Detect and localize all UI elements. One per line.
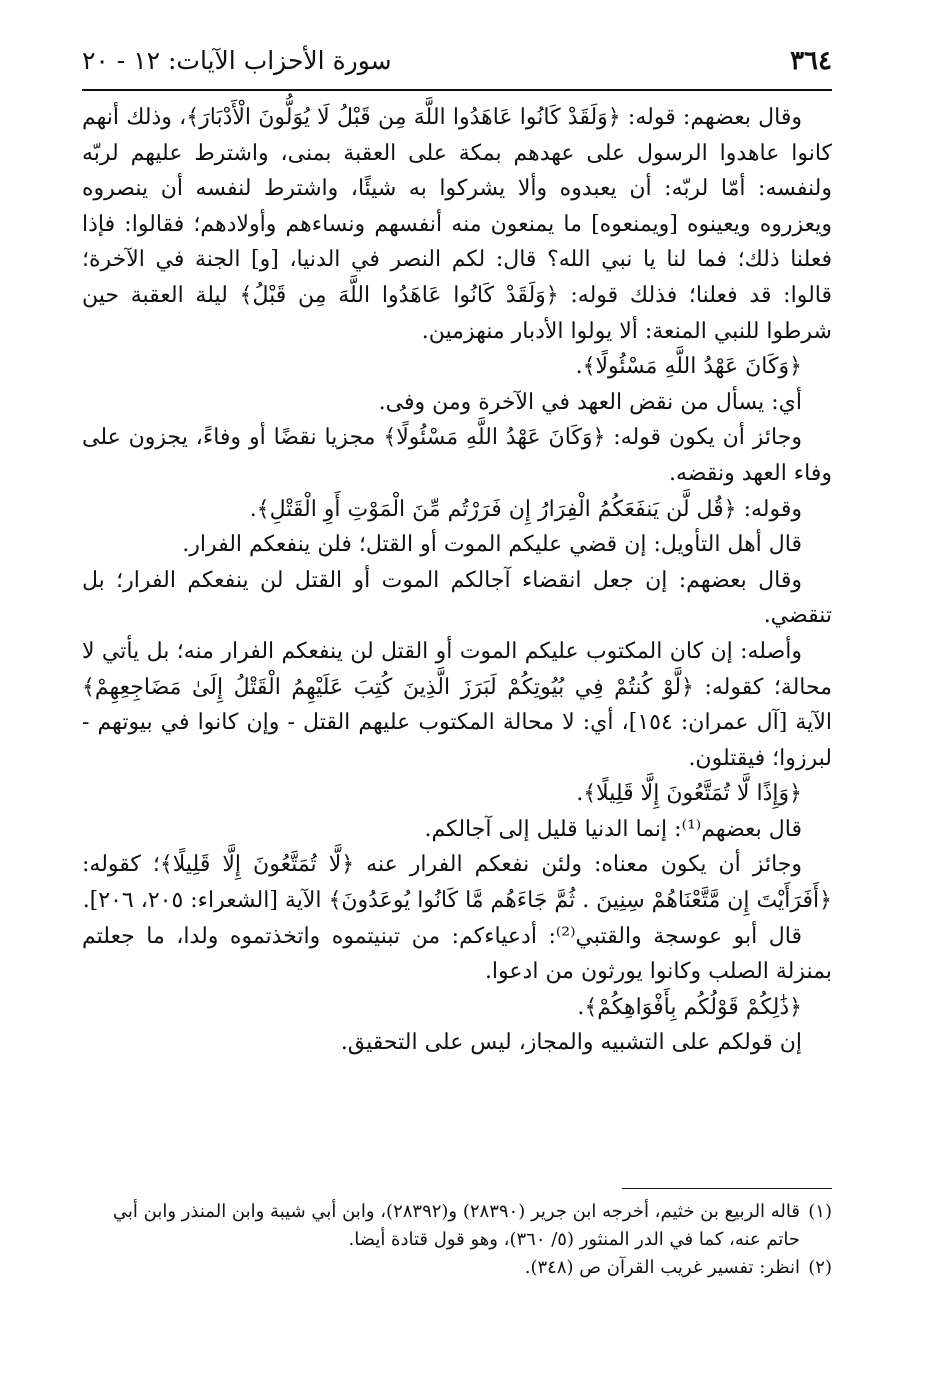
quran-verse: ﴿وَكَانَ عَهْدُ اللَّهِ مَسْئُولًا﴾. — [575, 354, 802, 380]
paragraph: أي: يسأل من نقض العهد في الآخرة ومن وفى. — [378, 389, 802, 415]
footnote-separator — [622, 1188, 832, 1189]
paragraph: وقال بعضهم: قوله: ﴿وَلَقَدْ كَانُوا عَاهَدُوا اللَّهَ مِن قَبْلُ لَا يُوَلُّونَ الْأَدْبَارَ﴾، وذلك أنهم كانوا عاهدوا الرسول على عهدهم بمكة على العقبة بمنى، واشترط عليهم لربّه ولنفسه: أمّا لربّه: أن يعبدوه وألا يشركوا به شيئًا، واشترط لنفسه أن ينصروه ويعزروه ويعينوه [ويمنعوه] ما يمنعون منه أنفسهم ونساءهم وأولادهم؛ فقالوا: فإذا فعلنا ذلك؛ فما لنا يا نبي الله؟ قال: لكم النصر في الدنيا، [و] الجنة في الآخرة؛ قالوا: قد فعلنا؛ فذلك قوله: ﴿وَلَقَدْ كَانُوا عَاهَدُوا اللَّهَ مِن قَبْلُ﴾ ليلة العقبة حين شرطوا للنبي المنعة: ألا يولوا الأدبار منهزمين. — [82, 105, 832, 344]
paragraph: إن قولكم على التشبيه والمجاز، ليس على التحقيق. — [340, 1030, 802, 1056]
running-title: سورة الأحزاب الآيات: ١٢ - ٢٠ — [82, 46, 392, 75]
paragraph: وقال بعضهم: إن جعل انقضاء آجالكم الموت أو القتل لن ينفعكم الفرار؛ بل تنقضي. — [82, 567, 832, 629]
footnote-number: (٢) — [808, 1257, 832, 1278]
footnotes — [82, 1198, 832, 1282]
paragraph: قال بعضهم⁽¹⁾: إنما الدنيا قليل إلى آجالكم. — [424, 816, 802, 842]
header-rule — [82, 89, 832, 91]
footnote-text: قاله الربيع بن خثيم، أخرجه ابن جرير (٢٨٣٩٠) و(٢٨٣٩٢)، وابن أبي شيبة وابن المنذر وابن أبي — [112, 1201, 800, 1222]
footnote-2 — [82, 1254, 832, 1282]
footnote-text: انظر: تفسير غريب القرآن ص (٣٤٨). — [524, 1257, 800, 1278]
paragraph: قال أبو عوسجة والقتبي⁽²⁾: أدعياءكم: من تبنيتموه واتخذتموه ولدا، ما جعلتم بمنزلة الصلب وكانوا يورثون من ادعوا. — [82, 923, 832, 985]
paragraph: قال أهل التأويل: إن قضي عليكم الموت أو القتل؛ فلن ينفعكم الفرار. — [182, 532, 802, 558]
footnote-1 — [82, 1198, 832, 1226]
quran-verse: ﴿وَإِذًا لَّا تُمَتَّعُونَ إِلَّا قَلِيلًا﴾. — [576, 781, 802, 807]
footnote-continuation: حاتم عنه، كما في الدر المنثور (٥/ ٣٦٠)، وهو قول قتادة أيضا. — [348, 1229, 800, 1250]
paragraph: وجائز أن يكون معناه: ولئن نفعكم الفرار عنه ﴿لَّا تُمَتَّعُونَ إِلَّا قَلِيلًا﴾؛ كقوله: ﴿أَفَرَأَيْتَ إِن مَّتَّعْنَاهُمْ سِنِينَ . ثُمَّ جَاءَهُم مَّا كَانُوا يُوعَدُونَ﴾ الآية [الشعراء: ٢٠٥، ٢٠٦]. — [82, 852, 832, 914]
paragraph: وجائز أن يكون قوله: ﴿وَكَانَ عَهْدُ اللَّهِ مَسْئُولًا﴾ مجزيا نقضًا أو وفاءً، يجزون على وفاء العهد ونقضه. — [82, 425, 832, 486]
paragraph: وأصله: إن كان المكتوب عليكم الموت أو القتل لن ينفعكم الفرار منه؛ بل يأتي لا محالة؛ كقوله: ﴿لَّوْ كُنتُمْ فِي بُيُوتِكُمْ لَبَرَزَ الَّذِينَ كُتِبَ عَلَيْهِمُ الْقَتْلُ إِلَىٰ مَضَاجِعِهِمْ﴾ الآية [آل عمران: ١٥٤]، أي: لا محالة المكتوب عليهم القتل - وإن كانوا في بيوتهم - لبرزوا؛ فيقتلون. — [82, 638, 832, 771]
page-number: ٣٦٤ — [790, 46, 832, 76]
quran-verse: ﴿ذَٰلِكُمْ قَوْلُكُم بِأَفْوَاهِكُمْ﴾. — [577, 994, 802, 1020]
main-text — [82, 100, 832, 1061]
paragraph: وقوله: ﴿قُل لَّن يَنفَعَكُمُ الْفِرَارُ إِن فَرَرْتُم مِّنَ الْمَوْتِ أَوِ الْقَتْلِ﴾. — [249, 496, 802, 522]
footnote-number: (١) — [808, 1201, 832, 1222]
page-header — [82, 40, 832, 88]
